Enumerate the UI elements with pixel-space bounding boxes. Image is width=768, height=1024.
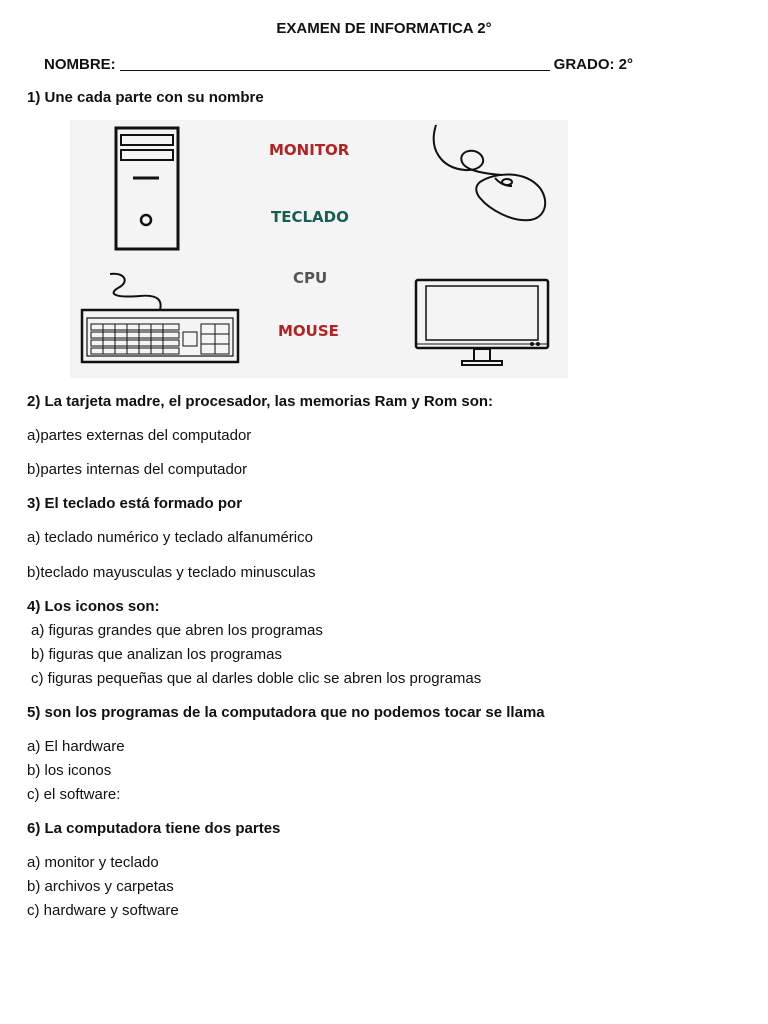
answer-6b: b) archivos y carpetas — [27, 878, 174, 895]
name-label: NOMBRE: — [44, 56, 116, 73]
answer-5c: c) el software: — [27, 786, 121, 803]
answer-5b: b) los iconos — [27, 762, 112, 779]
word-monitor: MONITOR — [269, 141, 350, 159]
name-line — [44, 56, 633, 73]
name-blank-line — [120, 56, 550, 71]
answer-2a: a)partes externas del computador — [27, 427, 252, 444]
question-6: 6) La computadora tiene dos partes — [27, 820, 281, 837]
answer-3b: b)teclado mayusculas y teclado minusculas — [27, 564, 316, 581]
word-mouse: MOUSE — [278, 322, 339, 340]
cpu-tower-icon — [116, 128, 178, 249]
word-cpu: CPU — [293, 269, 328, 287]
question-4: 4) Los iconos son: — [27, 598, 160, 615]
question-5: 5) son los programas de la computadora que no podemos tocar se llama — [27, 704, 545, 721]
mouse-icon — [434, 125, 545, 220]
word-teclado: TECLADO — [271, 208, 349, 226]
answer-6c: c) hardware y software — [27, 902, 179, 919]
question-2: 2) La tarjeta madre, el procesador, las memorias Ram y Rom son: — [27, 393, 494, 410]
question-3: 3) El teclado está formado por — [27, 495, 243, 512]
question-1: 1) Une cada parte con su nombre — [27, 89, 264, 106]
answer-4b: b) figuras que analizan los programas — [31, 646, 282, 663]
answer-3a: a) teclado numérico y teclado alfanumérico — [27, 529, 313, 546]
matching-figure — [70, 120, 568, 378]
monitor-icon — [416, 280, 548, 365]
answer-2b: b)partes internas del computador — [27, 461, 248, 478]
answer-4a: a) figuras grandes que abren los programas — [31, 622, 323, 639]
answer-6a: a) monitor y teclado — [27, 854, 159, 871]
exam-title: EXAMEN DE INFORMATICA 2° — [276, 20, 492, 37]
grade-label: GRADO: 2° — [553, 56, 634, 73]
keyboard-icon — [82, 274, 238, 362]
answer-5a: a) El hardware — [27, 738, 125, 755]
answer-4c: c) figuras pequeñas que al darles doble clic se abren los programas — [31, 670, 482, 687]
